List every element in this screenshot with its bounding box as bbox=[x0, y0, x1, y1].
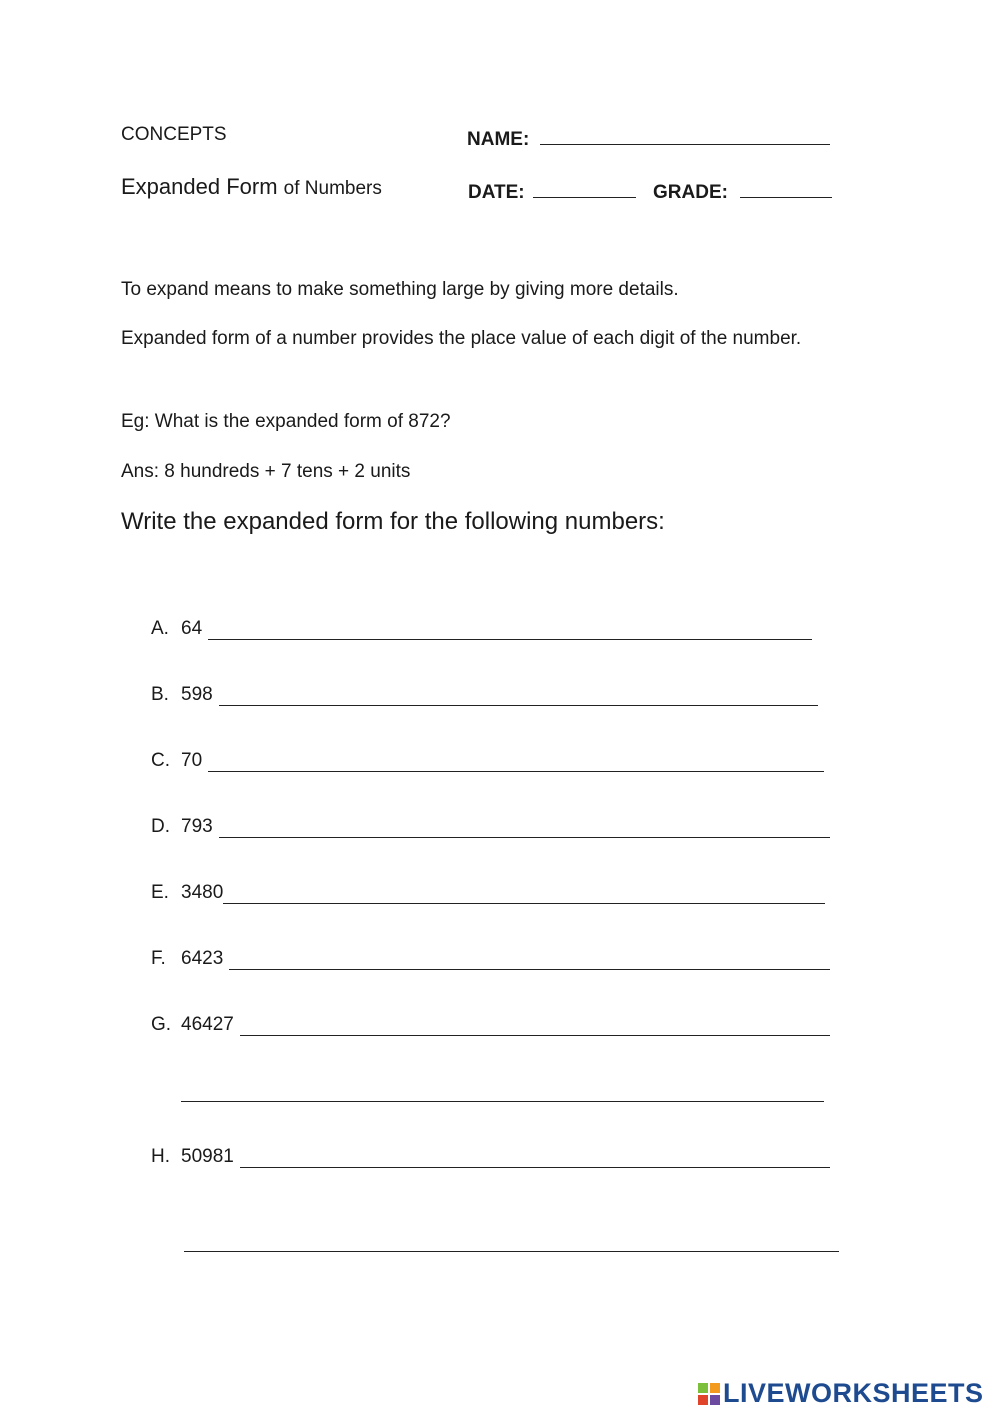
title-main: Expanded Form bbox=[121, 174, 278, 199]
example-question: Eg: What is the expanded form of 872? bbox=[121, 411, 451, 432]
question-a bbox=[151, 618, 812, 640]
answer-line-h[interactable] bbox=[240, 1149, 830, 1168]
question-f bbox=[151, 948, 830, 970]
question-d bbox=[151, 816, 830, 838]
date-field bbox=[468, 177, 636, 204]
intro-paragraph-2: Expanded form of a number provides the place value of each digit of the number. bbox=[121, 328, 802, 349]
question-label: G. bbox=[151, 1014, 172, 1035]
answer-line-e[interactable] bbox=[223, 885, 825, 904]
answer-line-f[interactable] bbox=[229, 951, 830, 970]
title-sub: of Numbers bbox=[283, 178, 382, 199]
answer-line-c[interactable] bbox=[208, 753, 824, 772]
question-g bbox=[151, 1014, 830, 1036]
date-label: DATE: bbox=[468, 182, 525, 203]
name-input-line[interactable] bbox=[540, 124, 830, 145]
question-label: A. bbox=[151, 618, 169, 639]
question-label: B. bbox=[151, 684, 169, 705]
question-label: E. bbox=[151, 882, 169, 903]
logo-text: LIVEWORKSHEETS bbox=[723, 1378, 984, 1408]
logo-icon bbox=[698, 1383, 720, 1405]
instruction: Write the expanded form for the following numbers: bbox=[121, 508, 665, 535]
name-field bbox=[467, 124, 830, 151]
question-number: 50981 bbox=[181, 1146, 234, 1167]
question-h bbox=[151, 1146, 830, 1168]
example-answer: Ans: 8 hundreds + 7 tens + 2 units bbox=[121, 461, 411, 482]
question-number: 46427 bbox=[181, 1014, 234, 1035]
question-e bbox=[151, 882, 825, 904]
grade-label: GRADE: bbox=[653, 182, 728, 203]
question-number: 793 bbox=[181, 816, 213, 837]
answer-line-a[interactable] bbox=[208, 621, 812, 640]
answer-line-d[interactable] bbox=[219, 819, 830, 838]
answer-line-g[interactable] bbox=[240, 1017, 830, 1036]
name-label: NAME: bbox=[467, 129, 530, 150]
question-b bbox=[151, 684, 818, 706]
question-label: F. bbox=[151, 948, 166, 969]
intro-paragraph-1: To expand means to make something large by giving more details. bbox=[121, 279, 679, 300]
liveworksheets-logo bbox=[698, 1378, 984, 1409]
grade-field bbox=[653, 177, 832, 204]
question-number: 598 bbox=[181, 684, 213, 705]
question-c bbox=[151, 750, 824, 772]
answer-line-h-continued[interactable] bbox=[184, 1250, 839, 1252]
question-label: D. bbox=[151, 816, 170, 837]
answer-line-g-continued[interactable] bbox=[181, 1100, 824, 1102]
grade-input-line[interactable] bbox=[740, 177, 832, 198]
question-number: 3480 bbox=[181, 882, 224, 903]
subject-label: CONCEPTS bbox=[121, 124, 227, 145]
question-label: H. bbox=[151, 1146, 170, 1167]
question-number: 64 bbox=[181, 618, 203, 639]
question-number: 70 bbox=[181, 750, 203, 771]
page-title bbox=[121, 174, 382, 200]
date-input-line[interactable] bbox=[533, 177, 636, 198]
question-label: C. bbox=[151, 750, 170, 771]
question-number: 6423 bbox=[181, 948, 224, 969]
answer-line-b[interactable] bbox=[219, 687, 818, 706]
